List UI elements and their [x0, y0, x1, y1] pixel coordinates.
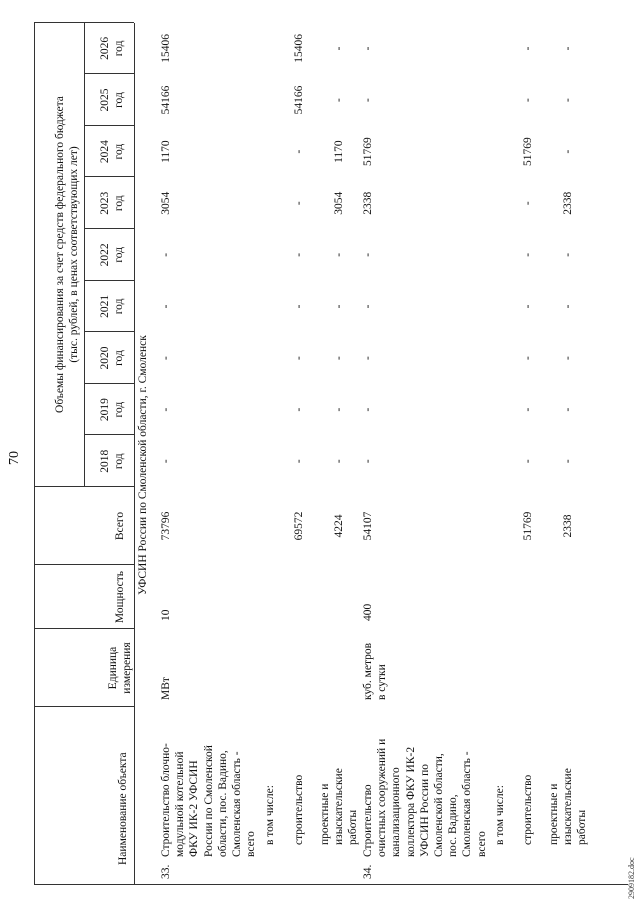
- year-header-label-2020: год: [113, 350, 125, 366]
- year-value-cell: -: [293, 407, 305, 412]
- row-number: 33.: [160, 864, 172, 879]
- year-value-cell: -: [562, 98, 575, 102]
- object-name-line: в том числе:: [264, 785, 276, 845]
- year-value-cell: -: [160, 356, 172, 360]
- year-header-label-2018: год: [113, 453, 125, 470]
- object-name-line: коллектора ФКУ ИК-2: [404, 746, 417, 857]
- year-value-cell: 15406: [160, 34, 172, 63]
- year-header-2020: 2020: [99, 346, 111, 370]
- object-name-line: работы: [576, 809, 589, 845]
- rule-top: [34, 23, 35, 885]
- total-cell: 4224: [333, 514, 346, 538]
- year-header-2023: 2023: [99, 191, 111, 215]
- year-value-cell: -: [522, 304, 534, 309]
- year-value-cell: -: [522, 356, 534, 360]
- year-value-cell: -: [160, 304, 172, 309]
- object-name-line: пос. Вадино,: [447, 794, 460, 857]
- year-header-label-2022: год: [113, 246, 125, 263]
- year-header-2021: 2021: [99, 294, 111, 318]
- object-name-line: Смоленская область -: [461, 751, 474, 857]
- year-header-2025: 2025: [99, 88, 111, 112]
- header-unit-line1: Единица: [107, 646, 119, 690]
- header-capacity: Мощность: [114, 570, 126, 624]
- year-header-label-2021: год: [113, 298, 125, 315]
- header-total: Всего: [114, 511, 126, 541]
- year-value-cell: -: [160, 407, 172, 412]
- year-value-cell: 3054: [160, 191, 172, 215]
- year-value-cell: -: [293, 252, 305, 257]
- total-cell: 2338: [562, 514, 575, 538]
- unit-cell: в сутки: [376, 664, 389, 700]
- year-header-2026: 2026: [99, 36, 111, 60]
- year-value-cell: -: [362, 459, 374, 464]
- year-value-cell: -: [362, 98, 374, 102]
- year-value-cell: -: [293, 149, 305, 154]
- object-name-line: области, пос. Вадино,: [216, 750, 229, 857]
- total-cell: 54107: [362, 511, 374, 541]
- object-name-line: модульной котельной: [174, 751, 187, 857]
- object-name-line: работы: [347, 809, 360, 845]
- object-name-line: УФСИН России по: [418, 764, 431, 857]
- year-value-cell: -: [333, 98, 346, 102]
- year-value-cell: -: [522, 46, 534, 51]
- capacity-cell: 10: [160, 609, 172, 621]
- year-value-cell: 2338: [562, 191, 575, 215]
- total-cell: 69572: [293, 511, 305, 541]
- year-value-cell: 1170: [160, 140, 172, 163]
- year-value-cell: -: [293, 201, 305, 206]
- year-header-label-2026: год: [113, 40, 125, 57]
- year-header-2022: 2022: [99, 243, 111, 267]
- year-value-cell: 54166: [160, 85, 172, 115]
- year-value-cell: -: [522, 98, 534, 102]
- year-value-cell: -: [562, 252, 575, 257]
- rule-year-split: [84, 23, 85, 487]
- rule-header-bottom: [134, 23, 135, 885]
- year-header-2018: 2018: [99, 449, 111, 473]
- object-name-line: Строительство блочно-: [160, 743, 172, 857]
- header-name: Наименование объекта: [117, 752, 129, 865]
- year-value-cell: 54166: [293, 85, 305, 115]
- object-name-line: изыскательские: [333, 768, 346, 845]
- row-number: 34.: [362, 864, 374, 879]
- object-name-line: строительство: [293, 774, 305, 845]
- year-value-cell: -: [562, 149, 575, 154]
- year-header-label-2024: год: [113, 143, 125, 160]
- year-header-2019: 2019: [99, 398, 111, 422]
- year-value-cell: -: [333, 46, 346, 51]
- object-name-line: канализационного: [390, 767, 403, 857]
- year-value-cell: -: [562, 46, 575, 51]
- year-value-cell: -: [522, 201, 534, 206]
- capacity-cell: 400: [362, 603, 374, 621]
- year-value-cell: -: [293, 459, 305, 464]
- object-name-line: Смоленская область -: [231, 751, 243, 857]
- object-name-line: Строительство: [362, 784, 374, 857]
- header-unit-line2: измерения: [121, 642, 133, 694]
- object-name-line: Смоленской области,: [433, 753, 445, 857]
- header-funding-subtitle: (тыс. рублей, в ценах соответствующих лет): [68, 146, 80, 363]
- unit-cell: МВт: [160, 677, 172, 700]
- header-funding-title: Объемы финансирования за счет средств федерального бюджета: [54, 96, 66, 413]
- year-value-cell: -: [160, 459, 172, 464]
- object-name-line: строительство: [522, 774, 534, 845]
- total-cell: 51769: [522, 511, 534, 541]
- year-value-cell: 3054: [333, 191, 346, 215]
- object-name-line: проектные и: [548, 783, 560, 845]
- year-value-cell: -: [333, 459, 346, 464]
- section-title: УФСИН России по Смоленской области, г. Смоленск: [137, 335, 149, 595]
- object-name-line: ФКУ ИК-2 УФСИН: [188, 760, 201, 857]
- year-value-cell: -: [362, 304, 374, 309]
- year-value-cell: -: [562, 407, 575, 412]
- year-value-cell: -: [333, 356, 346, 360]
- object-name-line: России по Смоленской: [202, 745, 215, 857]
- year-header-label-2019: год: [113, 401, 125, 418]
- year-value-cell: -: [160, 252, 172, 257]
- object-name-line: всего: [475, 831, 488, 857]
- year-value-cell: -: [562, 304, 575, 309]
- object-name-line: очистных сооружений и: [376, 738, 389, 857]
- year-header-label-2025: год: [113, 92, 125, 108]
- year-value-cell: -: [362, 356, 374, 360]
- year-value-cell: 51769: [522, 137, 534, 166]
- year-value-cell: -: [362, 252, 374, 257]
- object-name-line: изыскательские: [562, 768, 575, 845]
- total-cell: 73796: [160, 511, 172, 541]
- unit-cell: куб. метров: [362, 642, 374, 700]
- year-value-cell: 2338: [362, 191, 374, 215]
- year-value-cell: 51769: [362, 137, 374, 166]
- footer-code: 2909182.doc: [627, 857, 636, 899]
- object-name-line: проектные и: [319, 783, 331, 845]
- rule-left: [34, 884, 628, 885]
- year-header-2024: 2024: [99, 140, 111, 164]
- object-name-line: в том числе:: [494, 785, 506, 845]
- year-value-cell: -: [522, 252, 534, 257]
- year-value-cell: -: [362, 407, 374, 412]
- year-value-cell: -: [522, 459, 534, 464]
- year-value-cell: 1170: [333, 140, 346, 163]
- year-value-cell: -: [293, 304, 305, 309]
- year-value-cell: 15406: [293, 34, 305, 63]
- year-value-cell: -: [362, 46, 374, 51]
- page-number: 70: [7, 451, 22, 465]
- year-value-cell: -: [562, 459, 575, 464]
- year-header-label-2023: год: [113, 195, 125, 212]
- year-value-cell: -: [293, 356, 305, 360]
- year-value-cell: -: [562, 356, 575, 360]
- year-value-cell: -: [522, 407, 534, 412]
- year-value-cell: -: [333, 407, 346, 412]
- object-name-line: всего: [245, 831, 258, 857]
- year-value-cell: -: [333, 304, 346, 309]
- year-value-cell: -: [333, 252, 346, 257]
